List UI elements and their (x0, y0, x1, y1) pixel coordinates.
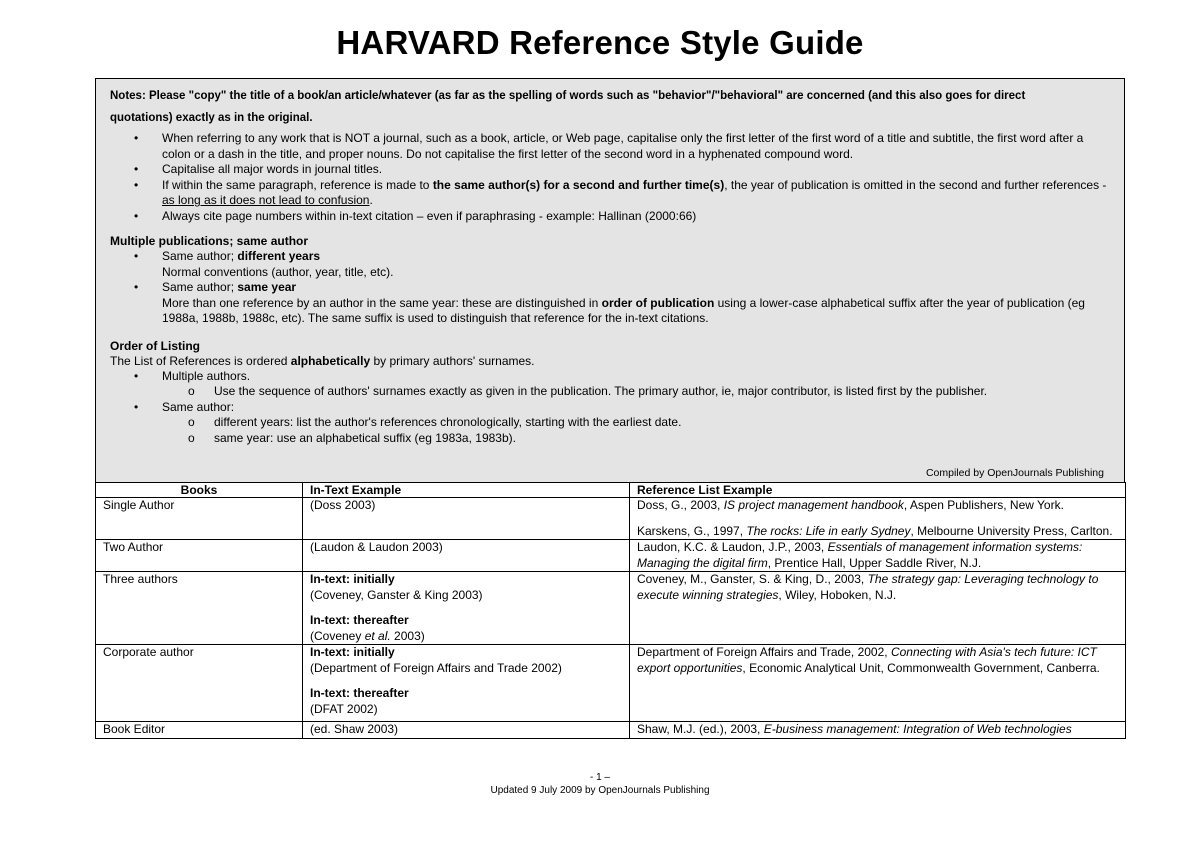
page-title: HARVARD Reference Style Guide (336, 24, 864, 61)
in-text-single-author: (Doss 2003) (303, 498, 630, 540)
notes-lead-text: Please "copy" the title of a book/an article/whatever (as far as the spelling of words such as "behavior"/"behavioral" are concerned (and this also goes for direct quotations) exactly as in the original. (110, 90, 1026, 124)
reference-corporate-author: Department of Foreign Affairs and Trade, 2002, Connecting with Asia's tech future: ICT export opportunities, Economic Analytical Unit, Commonwealth Government, Canberra. (630, 645, 1126, 722)
column-header-books: Books (96, 483, 303, 498)
order-of-listing-heading: Order of Listing (110, 338, 200, 353)
row-type-book-editor: Book Editor (96, 722, 303, 739)
order-same-author: • Same author: o different years: list the author's references chronologically, starting with the earliest date. o same year: use an alphabetical suffix (eg 1983a, 1983b). (110, 400, 1110, 447)
table-row (96, 498, 1126, 540)
row-type-three-authors: Three authors (96, 572, 303, 645)
in-text-book-editor: (ed. Shaw 2003) (303, 722, 630, 739)
compiled-by-note: Compiled by OpenJournals Publishing (925, 467, 1104, 479)
multiple-same-year: • Same author; same year More than one reference by an author in the same year: these are distinguished in order of publication using a lower-case alphabetical suffix after the year of publication (eg 1988a, 1988b, 1988c, etc). The same suffix is used to distinguish that reference for the in-text citations. (110, 280, 1110, 327)
table-row (96, 572, 1126, 645)
in-text-three-authors: In-text: initially (Coveney, Ganster & King 2003) In-text: thereafter (Coveney et al. 2003) (303, 572, 630, 645)
reference-single-author: Doss, G., 2003, IS project management handbook, Aspen Publishers, New York. Karskens, G., 1997, The rocks: Life in early Sydney, Melbourne University Press, Carlton. (630, 498, 1126, 540)
row-type-corporate-author: Corporate author (96, 645, 303, 722)
multiple-publications-list (110, 249, 1110, 327)
column-header-in-text: In-Text Example (303, 483, 630, 498)
table-row (96, 645, 1126, 722)
notes-bullet-page-numbers: • Always cite page numbers within in-text citation – even if paraphrasing - example: Hallinan (2000:66) (110, 209, 1110, 225)
order-of-listing-intro: The List of References is ordered alphabetically by primary authors' surnames. (110, 353, 535, 368)
notes-bullet-list (110, 131, 1110, 224)
notes-bullet-same-paragraph: • If within the same paragraph, reference is made to the same author(s) for a second and further time(s), the year of publication is omitted in the second and further references - as long as it does not lead to confusion. (110, 178, 1110, 209)
table-header-row (96, 483, 1126, 498)
column-header-reference-list: Reference List Example (630, 483, 1126, 498)
reference-three-authors: Coveney, M., Ganster, S. & King, D., 2003, The strategy gap: Leveraging technology to execute winning strategies, Wiley, Hoboken, N.J. (630, 572, 1126, 645)
row-type-two-author: Two Author (96, 540, 303, 572)
in-text-corporate-author: In-text: initially (Department of Foreign Affairs and Trade 2002) In-text: thereafter (DFAT 2002) (303, 645, 630, 722)
in-text-two-author: (Laudon & Laudon 2003) (303, 540, 630, 572)
reference-book-editor: Shaw, M.J. (ed.), 2003, E-business management: Integration of Web technologies (630, 722, 1126, 739)
row-type-single-author: Single Author (96, 498, 303, 540)
order-of-listing-list (110, 369, 1110, 447)
notes-bullet-capitalise-works: • When referring to any work that is NOT a journal, such as a book, article, or Web page, capitalise only the first letter of the first word of a title and subtitle, the first word after a colon or a dash in the title, and proper nouns. Do not capitalise the first letter of the second word in a hyphenated compound word. (110, 131, 1110, 162)
order-same-author-same-year: o same year: use an alphabetical suffix (eg 1983a, 1983b). (110, 431, 1110, 447)
notes-bullet-capitalise-journals: • Capitalise all major words in journal titles. (110, 162, 1110, 178)
reference-examples-table (95, 482, 1126, 739)
order-same-author-different-years: o different years: list the author's references chronologically, starting with the earliest date. (110, 415, 1110, 431)
page-number: - 1 – (589, 772, 610, 783)
updated-note: Updated 9 July 2009 by OpenJournals Publishing (490, 785, 710, 796)
notes-label: Notes: (110, 90, 146, 102)
table-row (96, 722, 1126, 739)
order-multiple-authors: • Multiple authors. o Use the sequence of authors' surnames exactly as given in the publication. The primary author, ie, major contributor, is listed first by the publisher. (110, 369, 1110, 400)
notes-box (95, 78, 1125, 482)
notes-lead (110, 85, 1110, 129)
reference-two-author: Laudon, K.C. & Laudon, J.P., 2003, Essentials of management information systems: Managing the digital firm, Prentice Hall, Upper Saddle River, N.J. (630, 540, 1126, 572)
multiple-publications-heading: Multiple publications; same author (110, 234, 309, 248)
table-row (96, 540, 1126, 572)
order-multiple-authors-sub: o Use the sequence of authors' surnames exactly as given in the publication. The primary author, ie, major contributor, is listed first by the publisher. (110, 384, 1110, 400)
multiple-different-years: • Same author; different years Normal conventions (author, year, title, etc). (110, 249, 1110, 280)
